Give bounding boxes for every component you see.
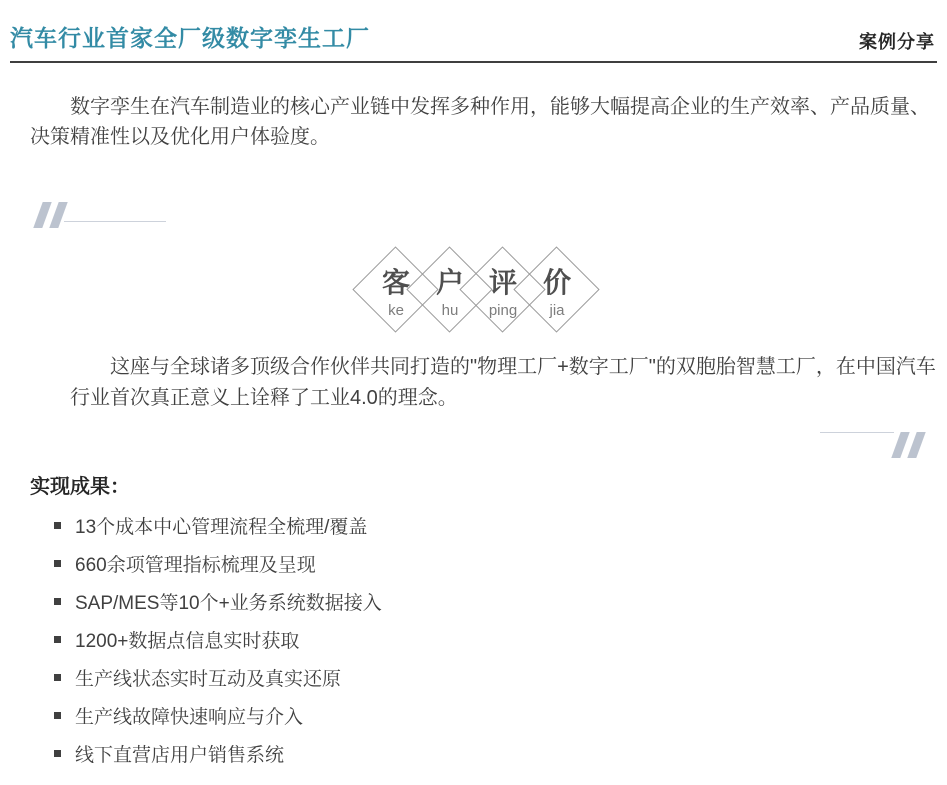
open-quote-icon bbox=[36, 202, 176, 230]
list-item bbox=[54, 620, 382, 658]
bullet-square-icon bbox=[54, 522, 61, 529]
quote-rule-line bbox=[820, 432, 894, 433]
list-item bbox=[54, 582, 382, 620]
list-item-text: 660余项管理指标梳理及呈现 bbox=[75, 554, 316, 576]
diamond-char: 户 bbox=[435, 267, 464, 298]
bullet-square-icon bbox=[54, 750, 61, 757]
results-heading: 实现成果： bbox=[30, 476, 130, 498]
category-label: 案例分享 bbox=[859, 32, 935, 52]
list-item bbox=[54, 696, 382, 734]
diamond-pinyin: ke bbox=[388, 302, 404, 319]
list-item bbox=[54, 658, 382, 696]
list-item-text: SAP/MES等10个+业务系统数据接入 bbox=[75, 592, 382, 614]
list-item bbox=[54, 544, 382, 582]
quote-bar-icon bbox=[891, 432, 909, 458]
list-item bbox=[54, 506, 382, 544]
header-divider bbox=[10, 61, 937, 63]
list-item-text: 13个成本中心管理流程全梳理/覆盖 bbox=[75, 516, 368, 538]
diamond-pinyin: jia bbox=[549, 302, 565, 319]
close-quote-icon bbox=[820, 430, 938, 460]
quote-rule-line bbox=[64, 221, 166, 222]
list-item-text: 生产线状态实时互动及真实还原 bbox=[75, 668, 342, 690]
quote-bar-icon bbox=[907, 432, 925, 458]
diamond-char: 客 bbox=[381, 267, 410, 298]
quote-bar-icon bbox=[33, 202, 51, 228]
list-item-text: 线下直营店用户销售系统 bbox=[75, 744, 285, 766]
diamond-pinyin: hu bbox=[441, 302, 459, 319]
testimonial-paragraph: 这座与全球诸多顶级合作伙伴共同打造的"物理工厂+数字工厂"的双胞胎智慧工厂，在中国汽车行业首次真正意义上诠释了工业4.0的理念。 bbox=[70, 356, 936, 409]
review-diamond-jia bbox=[513, 246, 601, 334]
diamond-char: 价 bbox=[542, 267, 571, 298]
diamond-pinyin: ping bbox=[488, 302, 518, 319]
intro-paragraph: 数字孪生在汽车制造业的核心产业链中发挥多种作用，能够大幅提高企业的生产效率、产品质量、决策精准性以及优化用户体验度。 bbox=[30, 96, 930, 148]
bullet-square-icon bbox=[54, 598, 61, 605]
results-list bbox=[54, 506, 382, 772]
list-item-text: 生产线故障快速响应与介入 bbox=[75, 706, 304, 728]
bullet-square-icon bbox=[54, 712, 61, 719]
list-item bbox=[54, 734, 382, 772]
page-title: 汽车行业首家全厂级数字孪生工厂 bbox=[10, 25, 370, 51]
quote-bar-icon bbox=[49, 202, 67, 228]
diamond-char: 评 bbox=[488, 267, 517, 298]
bullet-square-icon bbox=[54, 636, 61, 643]
bullet-square-icon bbox=[54, 560, 61, 567]
bullet-square-icon bbox=[54, 674, 61, 681]
list-item-text: 1200+数据点信息实时获取 bbox=[75, 630, 300, 652]
